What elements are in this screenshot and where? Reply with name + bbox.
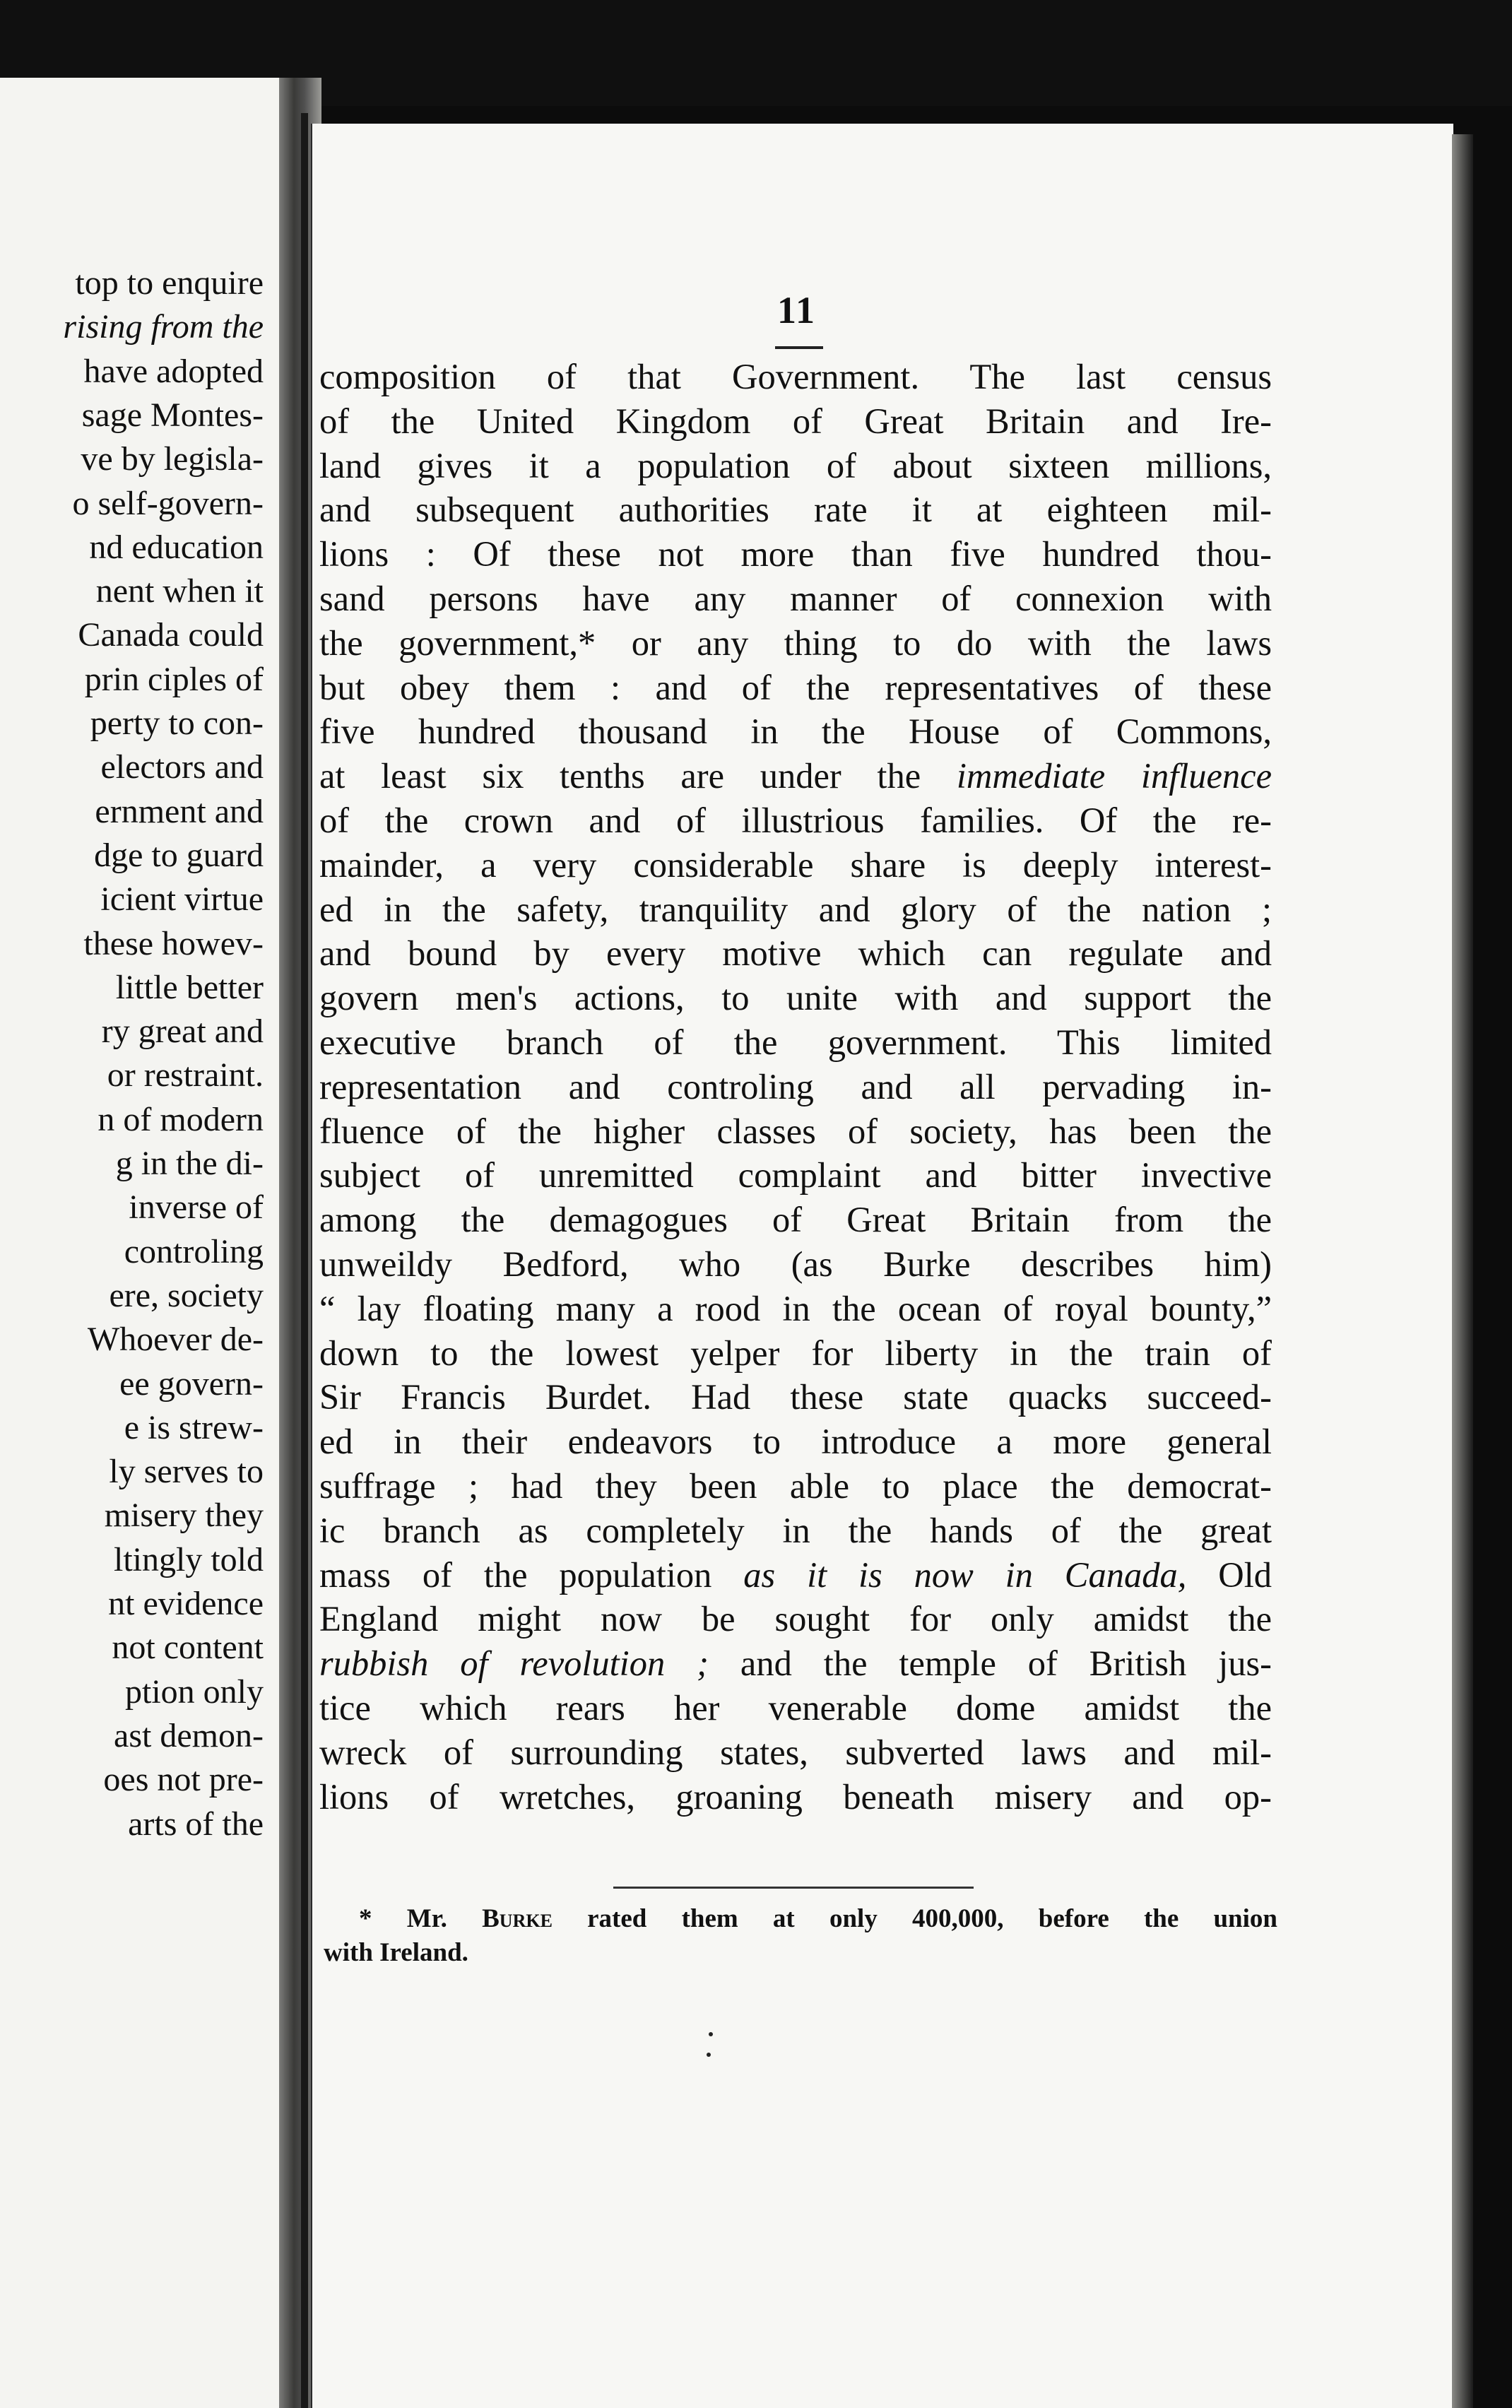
left-page-line: Whoever de- [87,1321,264,1359]
footnote-mark: * Mr. [359,1904,483,1933]
body-line: subject of unremitted complaint and bitter invective [319,1155,1272,1196]
footnote-name: Burke [482,1904,553,1933]
footnote-line: with Ireland. [324,1938,468,1967]
left-page-line: e is strew- [124,1408,264,1446]
body-line-text: at least six tenths are under the [319,756,957,796]
left-page-line: nent when it [95,572,264,610]
left-page-line: arts of the [128,1805,264,1843]
body-line: sand persons have any manner of connexion with [319,578,1272,618]
body-line: but obey them : and of the representatives of these [319,667,1272,707]
scan-speck [707,2053,711,2057]
body-line: executive branch of the government. This limited [319,1022,1272,1062]
body-line: of the crown and of illustrious families. Of the re- [319,800,1272,840]
body-line: unweildy Bedford, who (as Burke describes him) [319,1244,1272,1284]
body-line: representation and controling and all pervading in- [319,1066,1272,1106]
body-line: land gives it a population of about sixteen millions, [319,445,1272,485]
page-number: 11 [777,289,817,331]
body-line: suffrage ; had they been able to place the democrat- [319,1465,1272,1506]
body-line: ed in their endeavors to introduce a more general [319,1422,1272,1462]
body-line: England might now be sought for only amidst the [319,1599,1272,1639]
left-page-line: g in the di- [115,1145,264,1182]
body-line-with-italic [319,1641,1272,1686]
left-page-line: ry great and [101,1013,264,1051]
italic-phrase: as it is now in Canada, [743,1554,1187,1595]
left-page-line: sage Montes- [81,396,264,434]
left-page-line: not content [112,1629,264,1667]
left-page-line: ly serves to [109,1453,264,1491]
left-page-line: have adopted [83,352,264,390]
italic-phrase: immediate influence [956,756,1272,796]
left-page-line: ption only [124,1672,264,1711]
left-page-line: prin ciples of [84,660,264,698]
body-line: ic branch as completely in the hands of the great [319,1510,1272,1550]
left-page-line: ve by legisla- [81,440,264,478]
left-page-line: nt evidence [108,1585,264,1622]
body-line: Sir Francis Burdet. Had these state quacks succeed- [319,1377,1272,1417]
left-page-line: dge to guard [94,836,264,874]
body-line: and subsequent authorities rate it at eighteen mil- [319,490,1272,530]
italic-phrase: rubbish of revolution ; [319,1643,709,1684]
body-line-tail: Old [1186,1554,1272,1595]
left-page-line: ernment and [95,792,264,830]
body-line: among the demagogues of Great Britain from the [319,1200,1272,1240]
right-page-edge [1452,134,1473,2408]
left-page-line: misery they [104,1497,264,1535]
left-page-line: or restraint. [107,1056,264,1094]
left-page-line: controling [124,1232,264,1270]
left-page-line: these howev- [83,924,264,962]
footnote-text: rated them at only 400,000, before the union [552,1904,1277,1933]
left-page-line: electors and [100,748,264,786]
body-line: govern men's actions, to unite with and support the [319,978,1272,1018]
body-line: of the United Kingdom of Great Britain and Ire- [319,401,1272,441]
body-text [319,355,1272,1819]
left-facing-page [0,78,279,2408]
left-page-line: Canada could [78,616,264,654]
body-line: lions : Of these not more than five hundred thou- [319,534,1272,574]
scan-speck [709,2032,713,2036]
left-page-line: nd education [89,528,264,566]
footnote [324,1902,1277,1970]
body-line-text: mass of the population [319,1554,744,1595]
left-page-line: little better [115,968,264,1006]
body-line: down to the lowest yelper for liberty in the train of [319,1333,1272,1373]
body-line: the government,* or any thing to do with the laws [319,622,1272,663]
body-line: tice which rears her venerable dome amidst the [319,1687,1272,1728]
left-page-line: inverse of [129,1188,264,1227]
left-page-line: ee govern- [119,1364,264,1403]
body-line-with-italic [319,754,1272,798]
body-line: and bound by every motive which can regulate and [319,933,1272,974]
gutter-fold-line [301,113,308,2408]
left-page-line: ere, society [109,1276,264,1314]
left-page-line: ast demon- [114,1716,264,1754]
left-page-line: perty to con- [90,704,264,742]
left-page-line: o self-govern- [72,484,264,522]
body-line-with-italic [319,1553,1272,1598]
body-line: mainder, a very considerable share is deeply interest- [319,844,1272,885]
body-line: lions of wretches, groaning beneath misery and op- [319,1776,1272,1817]
left-page-line: icient virtue [100,880,264,919]
footnote-rule [613,1887,974,1889]
left-page-line: ltingly told [113,1540,264,1578]
left-page-line: top to enquire [75,264,264,302]
left-page-line: oes not pre- [103,1761,264,1799]
footnote-line [324,1902,1277,1936]
left-page-line: n of modern [98,1100,264,1138]
body-line: wreck of surrounding states, subverted laws and mil- [319,1732,1272,1772]
italic-quote-line: “ lay floating many a rood in the ocean of royal bounty,” [319,1288,1272,1328]
body-line: composition of that Government. The last census [319,357,1272,396]
body-line: fluence of the higher classes of society, has been the [319,1111,1272,1151]
body-line: ed in the safety, tranquility and glory of the nation ; [319,889,1272,929]
body-line: five hundred thousand in the House of Commons, [319,712,1272,752]
left-page-line: rising from the [63,308,264,346]
body-line-tail: and the temple of British jus- [708,1643,1272,1684]
page-number-rule [775,346,823,349]
